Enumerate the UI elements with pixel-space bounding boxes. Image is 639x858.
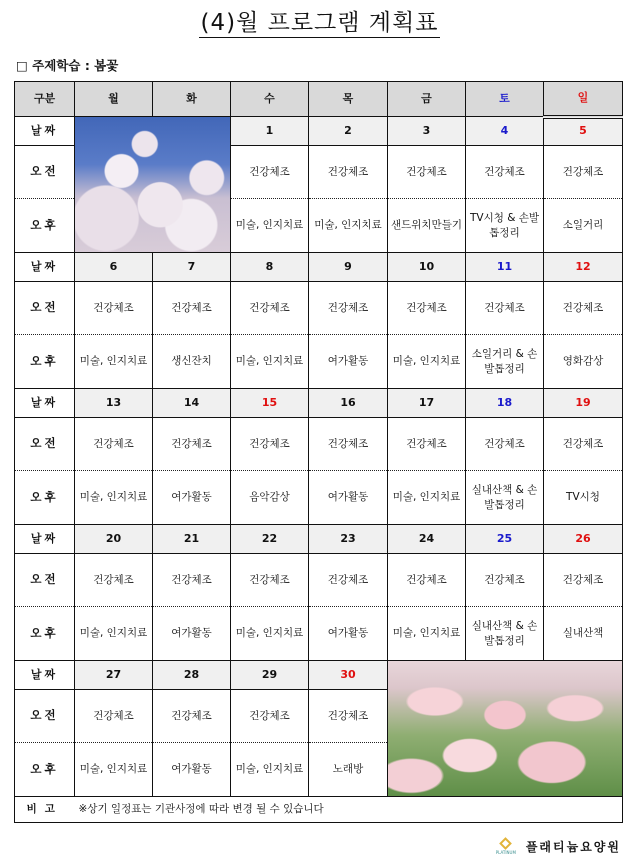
- pm-cell: 샌드위치만들기: [388, 199, 466, 253]
- date-cell: 29: [231, 661, 309, 690]
- pm-label: 오후: [15, 199, 75, 253]
- header-tue: 화: [153, 82, 231, 117]
- pm-label: 오후: [15, 335, 75, 389]
- pm-cell: 실내산책 & 손발톱정리: [466, 607, 544, 661]
- date-cell: 4: [466, 117, 544, 146]
- date-row: [15, 117, 623, 146]
- pm-cell: 생신잔치: [153, 335, 231, 389]
- am-cell: 건강체조: [75, 282, 153, 335]
- am-cell: 건강체조: [466, 554, 544, 607]
- pm-cell: 미술, 인지치료: [231, 743, 309, 797]
- date-cell: 18: [466, 389, 544, 418]
- pm-cell: 노래방: [309, 743, 388, 797]
- pm-cell: 여가활동: [309, 607, 388, 661]
- am-cell: 건강체조: [544, 418, 623, 471]
- am-cell: 건강체조: [153, 554, 231, 607]
- date-row: [15, 253, 623, 282]
- am-label: 오전: [15, 146, 75, 199]
- note-text: ※상기 일정표는 기관사정에 따라 변경 될 수 있습니다: [75, 797, 623, 823]
- date-cell: 9: [309, 253, 388, 282]
- date-cell: 17: [388, 389, 466, 418]
- theme-label: □ 주제학습 : 봄꽃: [16, 58, 119, 73]
- header-thu: 목: [309, 82, 388, 117]
- brand-name: 플래티늄요양원: [525, 840, 621, 854]
- am-cell: 건강체조: [75, 418, 153, 471]
- am-row: [15, 418, 623, 471]
- pm-row: [15, 335, 623, 389]
- date-row: [15, 389, 623, 418]
- am-label: 오전: [15, 282, 75, 335]
- date-cell: 13: [75, 389, 153, 418]
- date-cell: 25: [466, 525, 544, 554]
- am-cell: 건강체조: [309, 282, 388, 335]
- page-title: (4)월 프로그램 계획표: [200, 10, 439, 36]
- header-mon: 월: [75, 82, 153, 117]
- pm-label: 오후: [15, 471, 75, 525]
- pm-cell: 음악감상: [231, 471, 309, 525]
- pm-cell: 미술, 인지치료: [388, 471, 466, 525]
- am-cell: 건강체조: [231, 418, 309, 471]
- pm-label: 오후: [15, 743, 75, 797]
- pm-cell: 여가활동: [309, 335, 388, 389]
- pm-cell: 여가활동: [153, 743, 231, 797]
- date-cell: 27: [75, 661, 153, 690]
- pm-row: [15, 607, 623, 661]
- date-cell: 12: [544, 253, 623, 282]
- am-cell: 건강체조: [309, 418, 388, 471]
- date-cell: 7: [153, 253, 231, 282]
- am-cell: 건강체조: [309, 146, 388, 199]
- date-cell: 24: [388, 525, 466, 554]
- pm-cell: 여가활동: [153, 607, 231, 661]
- header-sat: 토: [466, 82, 544, 117]
- header-wed: 수: [231, 82, 309, 117]
- am-cell: 건강체조: [466, 146, 544, 199]
- pm-cell: TV시청 & 손발톱정리: [466, 199, 544, 253]
- am-label: 오전: [15, 554, 75, 607]
- pm-cell: 미술, 인지치료: [231, 335, 309, 389]
- pm-cell: 영화감상: [544, 335, 623, 389]
- header-sun: 일: [544, 82, 623, 117]
- pm-cell: 소일거리: [544, 199, 623, 253]
- cherry-blossom-photo: [75, 117, 231, 253]
- pm-cell: 미술, 인지치료: [231, 199, 309, 253]
- header-fri: 금: [388, 82, 466, 117]
- am-cell: 건강체조: [544, 554, 623, 607]
- am-cell: 건강체조: [231, 146, 309, 199]
- pm-cell: 여가활동: [153, 471, 231, 525]
- am-cell: 건강체조: [231, 554, 309, 607]
- pm-cell: 소일거리 & 손발톱정리: [466, 335, 544, 389]
- am-cell: 건강체조: [309, 690, 388, 743]
- am-cell: 건강체조: [544, 146, 623, 199]
- date-cell: 2: [309, 117, 388, 146]
- date-cell: 19: [544, 389, 623, 418]
- header-row: [15, 82, 623, 117]
- date-cell: 10: [388, 253, 466, 282]
- program-schedule-table: [14, 81, 623, 823]
- pm-row: [15, 471, 623, 525]
- am-cell: 건강체조: [388, 554, 466, 607]
- date-label: 날짜: [15, 253, 75, 282]
- am-row: [15, 282, 623, 335]
- tulip-field-photo: [388, 661, 623, 797]
- cherry-blossom-image: [75, 117, 230, 252]
- am-cell: 건강체조: [153, 282, 231, 335]
- pm-cell: 미술, 인지치료: [75, 471, 153, 525]
- date-label: 날짜: [15, 661, 75, 690]
- date-cell: 11: [466, 253, 544, 282]
- am-cell: 건강체조: [309, 554, 388, 607]
- pm-cell: 미술, 인지치료: [388, 335, 466, 389]
- date-row: [15, 661, 623, 690]
- note-row: [15, 797, 623, 823]
- am-cell: 건강체조: [388, 418, 466, 471]
- am-cell: 건강체조: [388, 282, 466, 335]
- am-cell: 건강체조: [388, 146, 466, 199]
- date-label: 날짜: [15, 525, 75, 554]
- header-label: 구분: [15, 82, 75, 117]
- am-cell: 건강체조: [466, 418, 544, 471]
- date-cell: 1: [231, 117, 309, 146]
- pm-cell: 미술, 인지치료: [231, 607, 309, 661]
- date-cell: 3: [388, 117, 466, 146]
- date-cell: 8: [231, 253, 309, 282]
- date-cell: 21: [153, 525, 231, 554]
- am-label: 오전: [15, 418, 75, 471]
- brand: [492, 838, 621, 855]
- tulip-field-image: [388, 661, 622, 796]
- date-cell: 6: [75, 253, 153, 282]
- date-cell: 16: [309, 389, 388, 418]
- pm-cell: 여가활동: [309, 471, 388, 525]
- pm-cell: 미술, 인지치료: [309, 199, 388, 253]
- date-cell: 22: [231, 525, 309, 554]
- date-row: [15, 525, 623, 554]
- pm-cell: 실내산책 & 손발톱정리: [466, 471, 544, 525]
- am-cell: 건강체조: [75, 690, 153, 743]
- date-cell-holiday: 30: [309, 661, 388, 690]
- pm-label: 오후: [15, 607, 75, 661]
- am-cell: 건강체조: [231, 690, 309, 743]
- pm-cell: 미술, 인지치료: [75, 743, 153, 797]
- pm-cell: TV시청: [544, 471, 623, 525]
- pm-cell: 실내산책: [544, 607, 623, 661]
- am-cell: 건강체조: [466, 282, 544, 335]
- am-cell: 건강체조: [153, 418, 231, 471]
- date-label: 날짜: [15, 389, 75, 418]
- date-label: 날짜: [15, 117, 75, 146]
- pm-cell: 미술, 인지치료: [75, 335, 153, 389]
- am-cell: 건강체조: [231, 282, 309, 335]
- platinum-logo-icon: PLATINUM: [492, 839, 520, 855]
- am-label: 오전: [15, 690, 75, 743]
- date-cell: 20: [75, 525, 153, 554]
- am-row: [15, 554, 623, 607]
- am-cell: 건강체조: [544, 282, 623, 335]
- date-cell: 14: [153, 389, 231, 418]
- pm-cell: 미술, 인지치료: [388, 607, 466, 661]
- am-cell: 건강체조: [153, 690, 231, 743]
- note-label: 비고: [15, 797, 75, 823]
- am-cell: 건강체조: [75, 554, 153, 607]
- date-cell: 28: [153, 661, 231, 690]
- date-cell: 5: [544, 117, 623, 146]
- pm-cell: 미술, 인지치료: [75, 607, 153, 661]
- date-cell: 26: [544, 525, 623, 554]
- date-cell-holiday: 15: [231, 389, 309, 418]
- date-cell: 23: [309, 525, 388, 554]
